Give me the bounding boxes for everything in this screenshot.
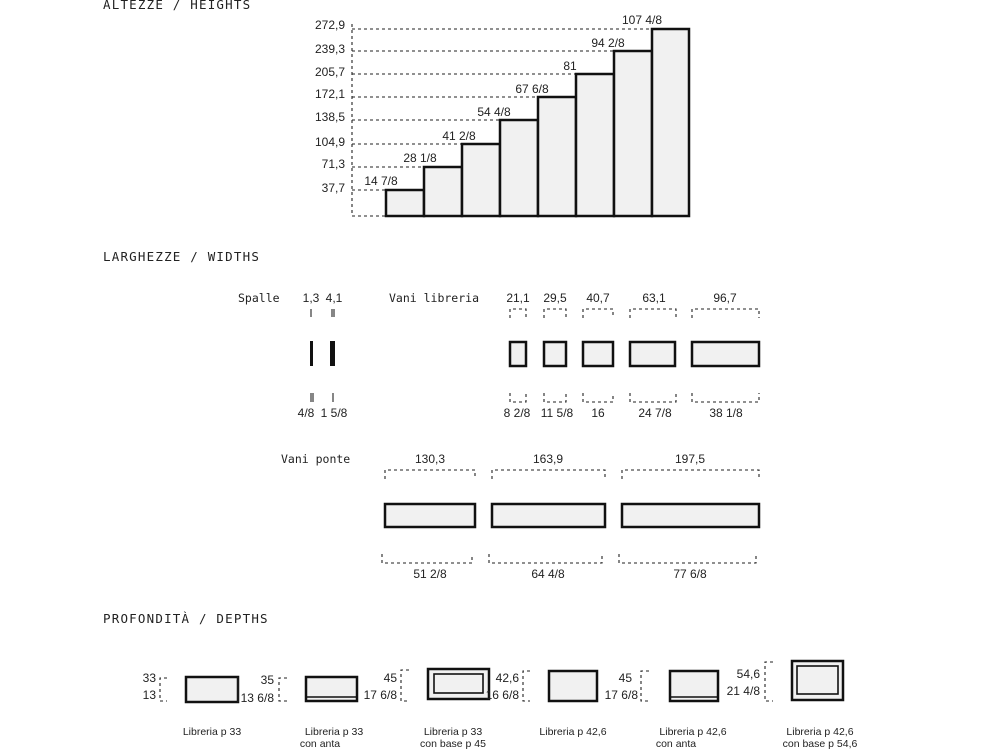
depth-bottom: 21 4/8 bbox=[726, 684, 760, 698]
depth-caption: Libreria p 33 bbox=[423, 726, 483, 738]
depth-caption: con anta bbox=[299, 738, 341, 750]
step-label: 28 1/8 bbox=[403, 151, 437, 165]
depth-bracket bbox=[523, 671, 530, 701]
depth-caption: Libreria p 33 bbox=[182, 726, 242, 738]
dimension-bracket bbox=[619, 554, 756, 563]
height-label: 138,5 bbox=[314, 110, 345, 124]
vani-ponte-cm: 163,9 bbox=[532, 452, 564, 466]
depth-bracket bbox=[401, 670, 409, 701]
height-step bbox=[462, 144, 500, 216]
dimension-bracket bbox=[385, 470, 475, 479]
depth-item bbox=[727, 661, 858, 750]
depth-caption: Libreria p 42,6 bbox=[659, 726, 727, 738]
step-label: 41 2/8 bbox=[442, 129, 476, 143]
dimension-bracket bbox=[630, 393, 676, 402]
dimension-bracket bbox=[583, 309, 613, 318]
depth-bracket bbox=[765, 662, 773, 701]
dimension-bracket bbox=[544, 309, 566, 318]
depth-top: 35 bbox=[260, 673, 274, 687]
vani-libreria-cm: 21,1 bbox=[506, 291, 530, 305]
heights-steps bbox=[386, 29, 689, 216]
dimension-bracket bbox=[510, 309, 526, 318]
depth-item bbox=[486, 671, 607, 738]
depth-bracket bbox=[641, 671, 649, 701]
height-label: 272,9 bbox=[314, 18, 345, 32]
height-step bbox=[386, 190, 424, 216]
panel-thin bbox=[310, 341, 313, 366]
depth-caption: Libreria p 42,6 bbox=[786, 726, 854, 738]
depth-box bbox=[186, 677, 238, 702]
ponte-box bbox=[492, 504, 605, 527]
dimension-bracket bbox=[510, 393, 526, 402]
vani-libreria-cm: 63,1 bbox=[642, 291, 666, 305]
depth-top: 54,6 bbox=[736, 667, 760, 681]
height-label: 37,7 bbox=[321, 181, 345, 195]
inner-box bbox=[434, 674, 483, 693]
spalle-cm: 1,3 bbox=[302, 291, 320, 305]
step-label: 54 4/8 bbox=[477, 105, 511, 119]
step-label: 81 bbox=[563, 59, 577, 73]
depth-item bbox=[364, 669, 489, 750]
vani-ponte-cm: 197,5 bbox=[674, 452, 706, 466]
dimension-bracket bbox=[544, 393, 566, 402]
inner-box bbox=[797, 666, 838, 694]
vano-box bbox=[583, 342, 613, 366]
height-label: 205,7 bbox=[314, 65, 345, 79]
vani-libreria-group bbox=[389, 291, 759, 420]
height-step bbox=[614, 51, 652, 216]
depths-heading: PROFONDITÀ / DEPTHS bbox=[103, 611, 269, 626]
depth-bracket bbox=[279, 678, 287, 701]
vano-box bbox=[630, 342, 675, 366]
spalle-label: Spalle bbox=[238, 291, 280, 305]
ponte-box bbox=[622, 504, 759, 527]
depth-top: 33 bbox=[142, 671, 156, 685]
vano-box bbox=[544, 342, 566, 366]
depth-item bbox=[143, 671, 242, 738]
vani-libreria-cm: 29,5 bbox=[543, 291, 567, 305]
vani-ponte-inch: 77 6/8 bbox=[673, 567, 707, 581]
dimension-bracket bbox=[692, 393, 759, 402]
height-label: 172,1 bbox=[314, 87, 345, 101]
vano-box bbox=[692, 342, 759, 366]
vani-libreria-inch: 11 5/8 bbox=[540, 406, 574, 420]
panel-thick bbox=[330, 341, 335, 366]
vano-box bbox=[510, 342, 526, 366]
dimension-bracket bbox=[489, 554, 602, 563]
vani-ponte-group bbox=[281, 452, 759, 581]
depth-top: 45 bbox=[618, 671, 632, 685]
depth-bottom: 13 6/8 bbox=[240, 691, 274, 705]
dimension-bracket bbox=[583, 393, 613, 402]
ponte-box bbox=[385, 504, 475, 527]
vani-libreria-inch: 24 7/8 bbox=[638, 406, 672, 420]
depth-caption: Libreria p 42,6 bbox=[539, 726, 607, 738]
vani-libreria-inch: 16 bbox=[591, 406, 605, 420]
depth-caption: con base p 54,6 bbox=[782, 738, 858, 750]
dimension-bracket bbox=[630, 309, 676, 318]
widths-heading: LARGHEZZE / WIDTHS bbox=[103, 249, 261, 264]
depth-item bbox=[605, 671, 727, 750]
depth-box bbox=[549, 671, 597, 701]
vani-libreria-label: Vani libreria bbox=[389, 291, 480, 305]
vani-ponte-inch: 64 4/8 bbox=[531, 567, 565, 581]
vani-ponte-cm: 130,3 bbox=[414, 452, 446, 466]
depth-bracket bbox=[160, 678, 167, 701]
spalle-inch: 1 5/8 bbox=[320, 406, 348, 420]
step-label: 14 7/8 bbox=[364, 174, 398, 188]
depth-caption: con anta bbox=[655, 738, 697, 750]
height-label: 71,3 bbox=[321, 157, 345, 171]
height-step bbox=[424, 167, 462, 216]
depth-caption: con base p 45 bbox=[420, 738, 486, 750]
height-step bbox=[576, 74, 614, 216]
dimension-bracket bbox=[492, 470, 605, 479]
height-step bbox=[652, 29, 689, 216]
height-step bbox=[500, 120, 538, 216]
depth-bottom: 17 6/8 bbox=[604, 688, 638, 702]
height-label: 239,3 bbox=[314, 42, 345, 56]
depth-top: 42,6 bbox=[495, 671, 519, 685]
dimension-bracket bbox=[622, 470, 759, 479]
step-label: 94 2/8 bbox=[591, 36, 625, 50]
depth-top: 45 bbox=[383, 671, 397, 685]
depth-bottom: 17 6/8 bbox=[363, 688, 397, 702]
depth-bottom: 13 bbox=[142, 688, 156, 702]
dimension-bracket bbox=[382, 554, 472, 563]
step-label: 67 6/8 bbox=[515, 82, 549, 96]
vani-libreria-inch: 8 2/8 bbox=[503, 406, 531, 420]
spalle-inch: 4/8 bbox=[297, 406, 315, 420]
vani-libreria-cm: 40,7 bbox=[586, 291, 610, 305]
vani-ponte-inch: 51 2/8 bbox=[413, 567, 447, 581]
heights-left-labels bbox=[315, 18, 345, 195]
vani-ponte-label: Vani ponte bbox=[281, 452, 351, 466]
vani-libreria-cm: 96,7 bbox=[713, 291, 737, 305]
depth-caption: Libreria p 33 bbox=[304, 726, 364, 738]
spalle-cm: 4,1 bbox=[325, 291, 343, 305]
vani-libreria-inch: 38 1/8 bbox=[709, 406, 743, 420]
height-step bbox=[538, 97, 576, 216]
depth-bottom: 16 6/8 bbox=[485, 688, 519, 702]
heights-heading: ALTEZZE / HEIGHTS bbox=[103, 0, 252, 12]
step-label: 107 4/8 bbox=[621, 13, 663, 27]
spalle-group bbox=[238, 291, 348, 420]
depth-item bbox=[241, 673, 364, 750]
dimension-bracket bbox=[692, 309, 759, 318]
height-label: 104,9 bbox=[314, 135, 345, 149]
